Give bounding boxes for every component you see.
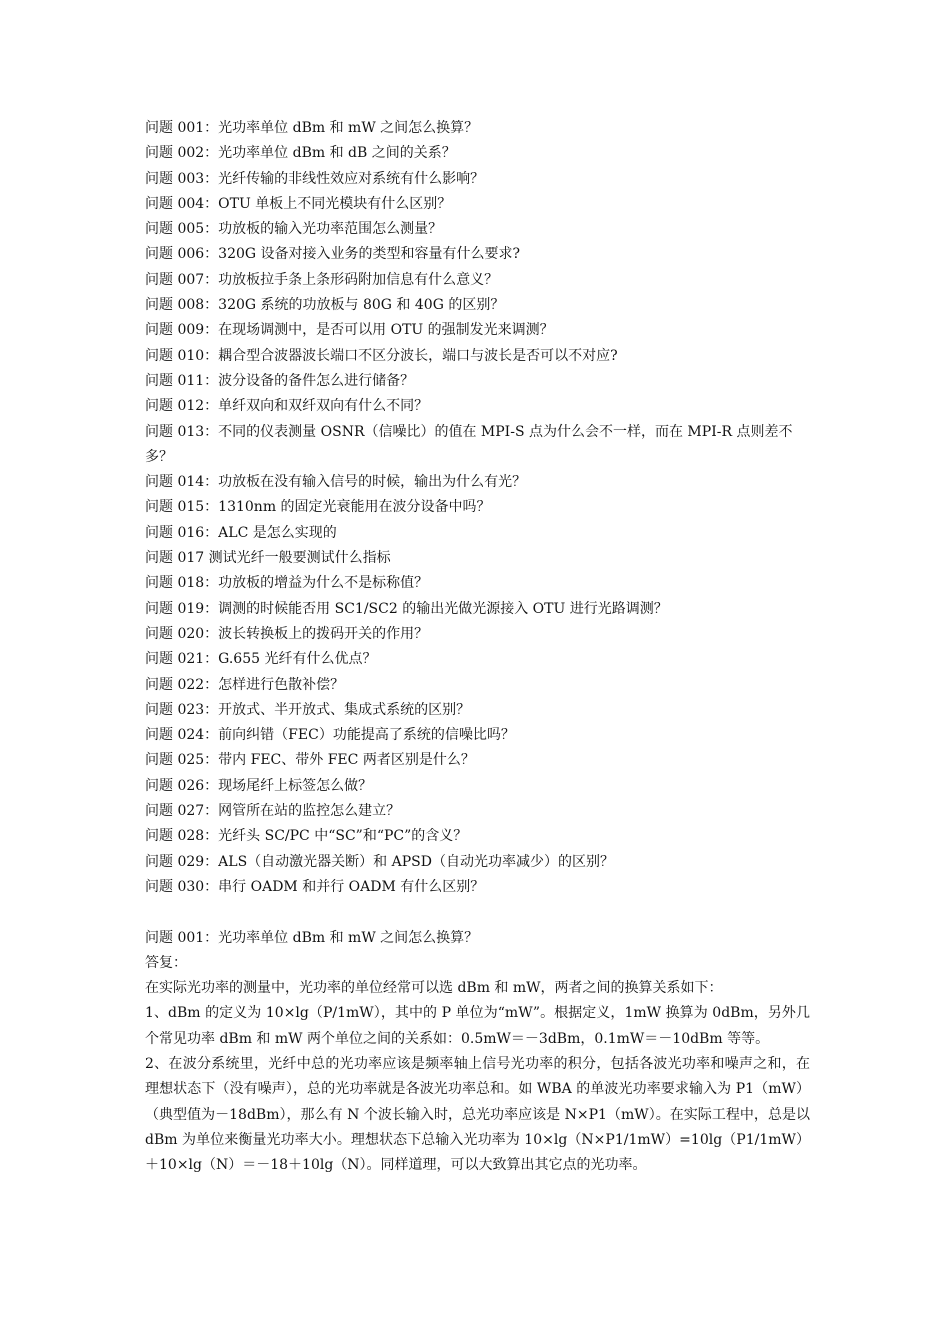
question-item: 问题 019：调测的时候能否用 SC1/SC2 的输出光做光源接入 OTU 进行光路调测？ [145,600,668,617]
question-item: 问题 025：带内 FEC、带外 FEC 两者区别是什么？ [145,752,475,769]
question-item: 问题 013：不同的仪表测量 OSNR（信噪比）的值在 MPI-S 点为什么会不一样，而在 MPI-R 点则差不多？ [145,423,793,465]
section-spacer [145,900,810,925]
question-item: 问题 002：光功率单位 dBm 和 dB 之间的关系？ [145,145,456,162]
document-page [145,116,810,1178]
answer-label: 答复： [145,954,187,971]
question-item: 问题 006：320G 设备对接入业务的类型和容量有什么要求? [145,246,521,263]
question-item: 问题 017 测试光纤一般要测试什么指标 [145,550,391,567]
question-item: 问题 003：光纤传输的非线性效应对系统有什么影响？ [145,170,485,187]
question-item: 问题 011：波分设备的备件怎么进行储备？ [145,372,415,389]
question-item: 问题 004：OTU 单板上不同光模块有什么区别？ [145,195,452,212]
question-item: 问题 023：开放式、半开放式、集成式系统的区别？ [145,701,471,718]
answer-question-heading: 问题 001：光功率单位 dBm 和 mW 之间怎么换算？ [145,929,479,946]
question-item: 问题 029：ALS（自动激光器关断）和 APSD（自动光功率减少）的区别？ [145,853,614,870]
question-item: 问题 001：光功率单位 dBm 和 mW 之间怎么换算？ [145,120,479,136]
question-item: 问题 016：ALC 是怎么实现的 [145,524,337,541]
question-item: 问题 005：功放板的输入光功率范围怎么测量？ [145,221,443,238]
question-item: 问题 010：耦合型合波器波长端口不区分波长，端口与波长是否可以不对应? [145,347,618,364]
question-item: 问题 012：单纤双向和双纤双向有什么不同？ [145,398,429,415]
question-item: 问题 014：功放板在没有输入信号的时候，输出为什么有光？ [145,474,527,491]
question-item: 问题 007：功放板拉手条上条形码附加信息有什么意义？ [145,271,499,288]
answer-paragraph-2: 2、在波分系统里，光纤中总的光功率应该是频率轴上信号光功率的积分，包括各波光功率和噪声之和，在理想状态下（没有噪声），总的光功率就是各波光功率总和。如 WBA 的单波光功率要求输入为 P1（mW）（典型值为－18dBm），那么有 N 个波长输入时，总光功率应该是 N×P1（mW）。在实际工程中，总是以 dBm 为单位来衡量光功率大小。理想状态下总输入光功率为 10×lg（N×P1/1mW）=10lg（P1/1mW）＋10×lg（N）＝－18＋10lg（N）。同样道理，可以大致算出其它点的光功率。 [145,1055,810,1174]
question-item: 问题 021：G.655 光纤有什么优点？ [145,651,377,668]
question-item: 问题 027：网管所在站的监控怎么建立？ [145,803,401,820]
question-item: 问题 030：串行 OADM 和并行 OADM 有什么区别？ [145,878,485,895]
question-item: 问题 008：320G 系统的功放板与 80G 和 40G 的区别？ [145,297,505,314]
answer-intro: 在实际光功率的测量中，光功率的单位经常可以选 dBm 和 mW，两者之间的换算关系如下： [145,980,723,997]
question-item: 问题 026：现场尾纤上标签怎么做？ [145,777,373,794]
answer-section [145,926,810,1179]
question-item: 问题 018：功放板的增益为什么不是标称值？ [145,575,429,592]
question-item: 问题 015：1310nm 的固定光衰能用在波分设备中吗？ [145,499,491,516]
question-item: 问题 022：怎样进行色散补偿？ [145,676,345,693]
question-list [145,116,810,900]
answer-paragraph-1: 1、dBm 的定义为 10×lg（P/1mW），其中的 P 单位为“mW”。根据定义，1mW 换算为 0dBm，另外几个常见功率 dBm 和 mW 两个单位之间的关系如：0.5mW＝－3dBm，0.1mW＝－10dBm 等等。 [145,1005,810,1047]
question-item: 问题 024：前向纠错（FEC）功能提高了系统的信噪比吗？ [145,727,515,744]
question-item: 问题 020：波长转换板上的拨码开关的作用？ [145,625,429,642]
question-item: 问题 009：在现场调测中，是否可以用 OTU 的强制发光来调测？ [145,322,554,339]
question-item: 问题 028：光纤头 SC/PC 中“SC”和“PC”的含义？ [145,828,468,845]
